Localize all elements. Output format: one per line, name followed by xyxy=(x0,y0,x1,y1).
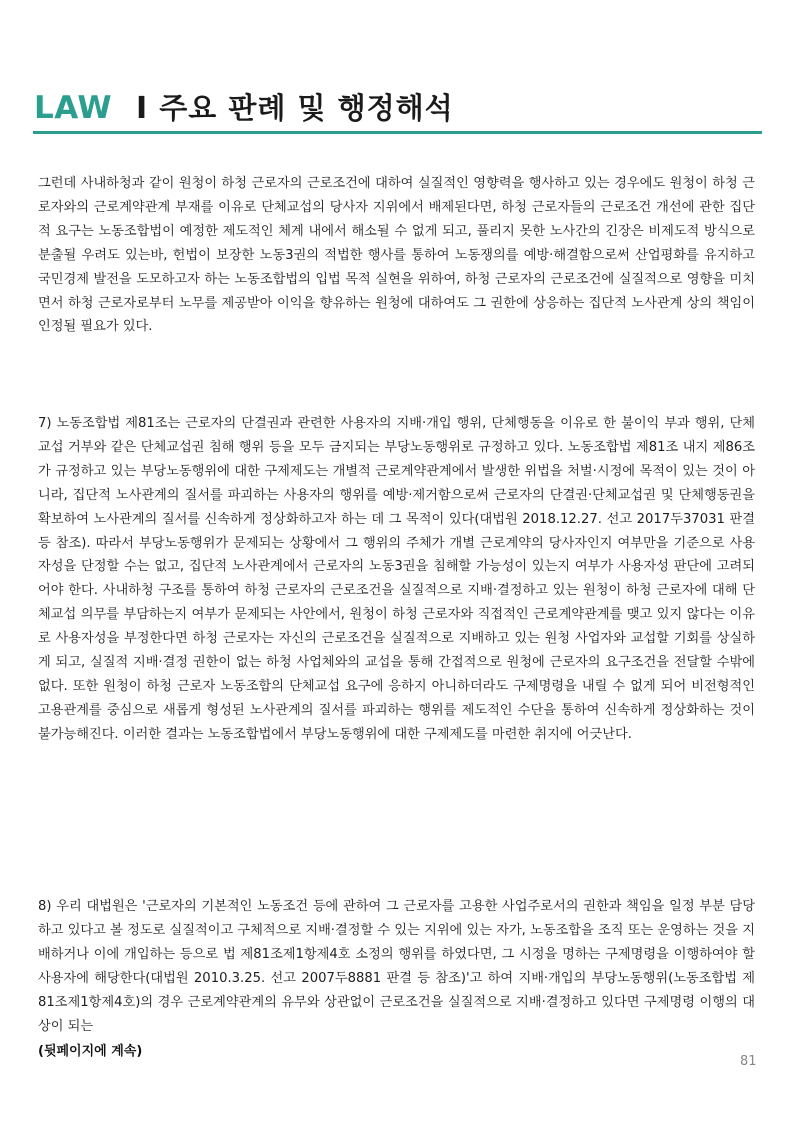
section-label: LAW xyxy=(34,90,113,126)
paragraph-footnote-7: 7) 노동조합법 제81조는 근로자의 단결권과 관련한 사용자의 지배·개입 행위, 단체행동을 이유로 한 불이익 부과 행위, 단체교섭 거부와 같은 단체교섭권 침해 행위 등을 모두 금지되는 부당노동행위로 규정하고 있다. 노동조합법 제81조 내지 제86조가 규정하고 있는 부당노동행위에 대한 구제제도는 개별적 근로계약관계에서 발생한 위법을 처벌·시정에 목적이 있는 것이 아니라, 집단적 노사관계의 질서를 파괴하는 사용자의 행위를 예방·제거함으로써 근로자의 단결권·단체교섭권 및 단체행동권을 확보하여 노사관계의 질서를 신속하게 정상화하고자 하는 데 그 목적이 있다(대법원 2018.12.27. 선고 2017두37031 판결 등 참조). 따라서 부당노동행위가 문제되는 상황에서 그 행위의 주체가 개별 근로계약의 당사자인지 여부만을 기준으로 사용자성을 단정할 수는 없고, 집단적 노사관계에서 근로자의 노동3권을 침해할 가능성이 있는지 여부가 사용자성 판단에 고려되어야 한다. 사내하청 구조를 통하여 하청 근로자의 근로조건을 실질적으로 지배·결정하고 있는 원청이 하청 근로자에 대해 단체교섭 의무를 부담하는지 여부가 문제되는 사안에서, 원청이 하청 근로자와 직접적인 근로계약관계를 맺고 있지 않다는 이유로 사용자성을 부정한다면 하청 근로자는 자신의 근로조건을 실질적으로 지배하고 있는 원청 사업자와 교섭할 기회를 상실하게 되고, 실질적 지배·결정 권한이 없는 하청 사업체와의 교섭을 통해 간접적으로 원청에 근로자의 요구조건을 전달할 수밖에 없다. 또한 원청이 하청 근로자 노동조합의 단체교섭 요구에 응하지 아니하더라도 구제명령을 내릴 수 없게 되어 비전형적인 고용관계를 중심으로 새롭게 형성된 노사관계의 질서를 파괴하는 행위를 제도적인 수단을 통하여 신속하게 정상화하는 것이 불가능해진다. 이러한 결과는 노동조합법에서 부당노동행위에 대한 구제제도를 마련한 취지에 어긋난다. xyxy=(38,416,755,742)
continuation-note: (뒷페이지에 계속) xyxy=(38,1044,143,1059)
header-separator: I xyxy=(136,91,148,126)
page-header xyxy=(34,86,454,130)
paragraph-footnote-8: 8) 우리 대법원은 '근로자의 기본적인 노동조건 등에 관하여 그 근로자를 고용한 사업주로서의 권한과 책임을 일정 부분 담당하고 있다고 볼 정도로 실질적이고 구체적으로 지배·결정할 수 있는 지위에 있는 자가, 노동조합을 조직 또는 운영하는 것을 지배하거나 이에 개입하는 등으로 법 제81조제1항제4호 소정의 행위를 하였다면, 그 시정을 명하는 구제명령을 이행하여야 할 사용자에 해당한다(대법원 2010.3.25. 선고 2007두8881 판결 등 참조)'고 하여 지배·개입의 부당노동행위(노동조합법 제81조제1항제4호)의 경우 근로계약관계의 유무와 상관없이 근로조건을 실질적으로 지배·결정하고 있다면 구제명령 이행의 대상이 되는 xyxy=(38,899,755,1034)
document-body xyxy=(38,172,755,1063)
header-rule xyxy=(33,131,762,134)
page-title: 주요 판례 및 행정해석 xyxy=(159,91,454,125)
page-number: 81 xyxy=(740,1054,757,1069)
paragraph: 그런데 사내하청과 같이 원청이 하청 근로자의 근로조건에 대하여 실질적인 영향력을 행사하고 있는 경우에도 원청이 하청 근로자와의 근로계약관계 부재를 이유로 단체교섭의 당사자 지위에서 배제된다면, 하청 근로자들의 근로조건 개선에 관한 집단적 요구는 노동조합법이 예정한 제도적인 체계 내에서 해소될 수 없게 되고, 풀리지 못한 노사간의 긴장은 비제도적 방식으로 분출될 우려도 있는바, 헌법이 보장한 노동3권의 적법한 행사를 통하여 노동쟁의를 예방·해결함으로써 산업평화를 유지하고 국민경제 발전을 도모하고자 하는 노동조합법의 입법 목적 실현을 위하여, 하청 근로자의 근로조건에 실질적으로 영향을 미치면서 하청 근로자로부터 노무를 제공받아 이익을 향유하는 원청에 대하여도 그 권한에 상응하는 집단적 노사관계 상의 책임이 인정될 필요가 있다. xyxy=(38,176,755,335)
